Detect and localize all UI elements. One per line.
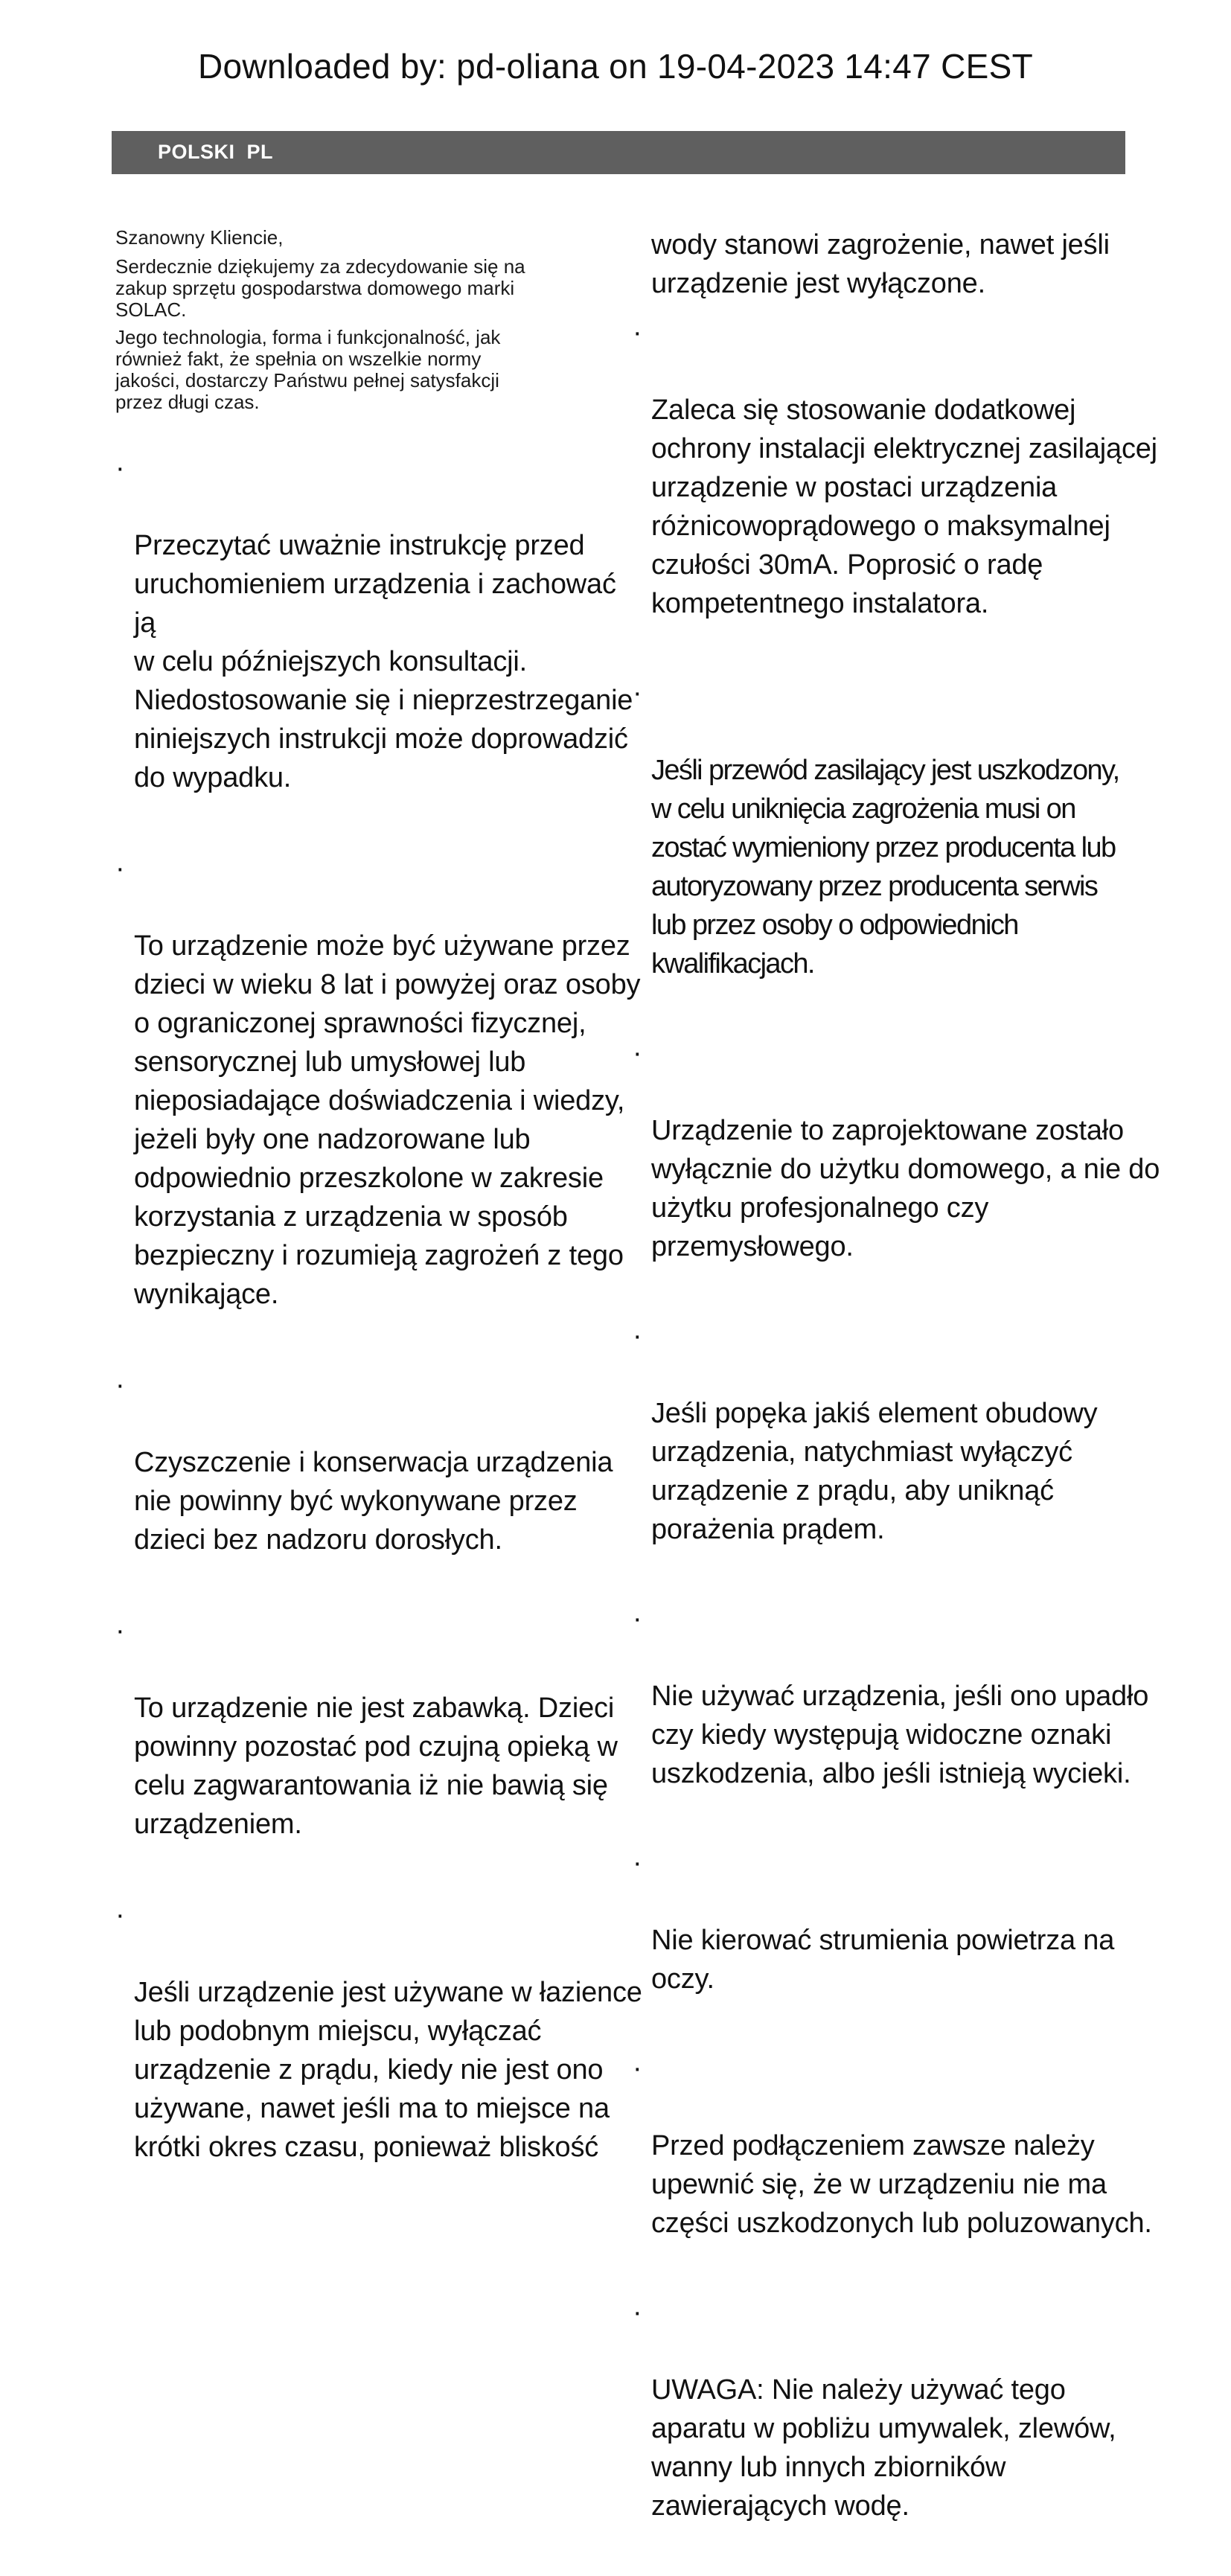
safety-item-text: Przeczytać uważnie instrukcję przed uruchomieniem urządzenia i zachować ją w celu późniejszych konsultacji. Niedostosowanie się i nieprzestrzeganie niniejszych instrukcji może doprowadzić do wypadku.: [134, 530, 633, 793]
safety-item-text: To urządzenie nie jest zabawką. Dzieci powinny pozostać pod czujną opieką w celu zagwarantowania iż nie bawią się urządzeniem.: [134, 1693, 618, 1840]
safety-item: [633, 1599, 1176, 1832]
safety-item: [633, 674, 1176, 1022]
language-bar: [112, 131, 1125, 174]
safety-item-text: Urządzenie to zaprojektowane zostało wyłącznie do użytku domowego, a nie do użytku profesjonalnego czy przemysłowego.: [651, 1115, 1160, 1262]
bullet-dot: ·: [633, 1320, 642, 1352]
download-note: Downloaded by: pd-oliana on 19-04-2023 14:47 CEST: [197, 47, 1033, 86]
safety-item-text: To urządzenie może być używane przez dzieci w wieku 8 lat i powyżej oraz osoby o ograniczonej sprawności fizycznej, sensorycznej lub umysłowej lub nieposiadające doświadczenia i wiedzy, jeżeli były one nadzorowane lub odpowiednio przeszkolone w zakresie korzystania z urządzenia w sposób bezpieczny i rozumieją zagrożeń z tego wynikające.: [134, 930, 641, 1310]
bullet-dot: ·: [633, 677, 642, 709]
safety-item: [633, 313, 1176, 662]
bullet-dot: ·: [633, 317, 642, 348]
continued-text: wody stanowi zagrożenie, nawet jeśli urządzenie jest wyłączone.: [651, 229, 1110, 299]
safety-item-text: UWAGA: Nie należy używać tego aparatu w pobliżu umywalek, zlewów, wanny lub innych zbiorników zawierających wodę.: [651, 2374, 1116, 2522]
left-column: [115, 227, 645, 2219]
safety-item: [115, 1611, 645, 1882]
safety-item: [115, 849, 645, 1352]
bullet-dot: ·: [115, 453, 125, 484]
intro-paragraph-quality: Jego technologia, forma i funkcjonalność, jak również fakt, że spełnia on wszelkie normy jakości, dostarczy Państwu pełnej satysfakcji przez długi czas.: [115, 326, 501, 413]
intro-paragraph-thanks: Serdecznie dziękujemy za zdecydowanie się na zakup sprzętu gospodarstwa domowego marki SOLAC.: [115, 255, 525, 321]
safety-item-text: Jeśli przewód zasilający jest uszkodzony, w celu uniknięcia zagrożenia musi on zostać wymieniony przez producenta lub autoryzowany przez producenta serwis lub przez osoby o odpowiednich kwalifikacjach.: [651, 755, 1119, 979]
safety-item: [115, 1366, 645, 1598]
bullet-dot: ·: [115, 1899, 125, 1931]
safety-item-text: Nie używać urządzenia, jeśli ono upadło czy kiedy występują widoczne oznaki uszkodzenia, albo jeśli istnieją wycieki.: [651, 1681, 1149, 1789]
bullet-dot: ·: [633, 2297, 642, 2328]
intro-section: [115, 227, 645, 413]
safety-item: [633, 1844, 1176, 2037]
safety-item-text: Zaleca się stosowanie dodatkowej ochrony instalacji elektrycznej zasilającej urządzenie w postaci urządzenia różnicowoprądowego o maksymalnej czułości 30mA. Poprosić o radę kompetentnego instalatora.: [651, 394, 1157, 619]
intro-greeting: Szanowny Kliencie,: [115, 226, 284, 249]
language-label: POLSKI PL: [158, 141, 274, 163]
safety-item-text: Przed podłączeniem zawsze należy upewnić się, że w urządzeniu nie ma części uszkodzonych lub poluzowanych.: [651, 2130, 1152, 2239]
bullet-dot: ·: [633, 1847, 642, 1879]
safety-item-text: Nie kierować strumienia powietrza na oczy.: [651, 1925, 1115, 1995]
safety-item: [633, 1317, 1176, 1588]
bullet-dot: ·: [115, 853, 125, 884]
safety-item-text: Jeśli popęka jakiś element obudowy urządzenia, natychmiast wyłączyć urządzenie z prądu, aby uniknąć porażenia prądem.: [651, 1398, 1098, 1545]
bullet-dot: ·: [115, 1370, 125, 1401]
safety-item-text: Jeśli urządzenie jest używane w łazience lub podobnym miejscu, wyłączać urządzenie z prądu, kiedy nie jest ono używane, nawet jeśli ma to miejsce na krótki okres czasu, ponieważ bliskość: [134, 1977, 642, 2163]
safety-item: [633, 2293, 1176, 2564]
left-safety-list: [115, 449, 645, 2205]
safety-item: [115, 449, 645, 836]
bullet-dot: ·: [633, 1603, 642, 1634]
safety-item: [633, 2049, 1176, 2281]
safety-item: [633, 1034, 1176, 1305]
bullet-dot: ·: [115, 1615, 125, 1646]
bullet-dot: ·: [633, 2053, 642, 2084]
safety-item: [115, 1896, 645, 2205]
right-column: [633, 226, 1176, 2576]
safety-item-text: Czyszczenie i konserwacja urządzenia nie powinny być wykonywane przez dzieci bez nadzoru dorosłych.: [134, 1447, 613, 1556]
bullet-dot: ·: [633, 1038, 642, 1069]
